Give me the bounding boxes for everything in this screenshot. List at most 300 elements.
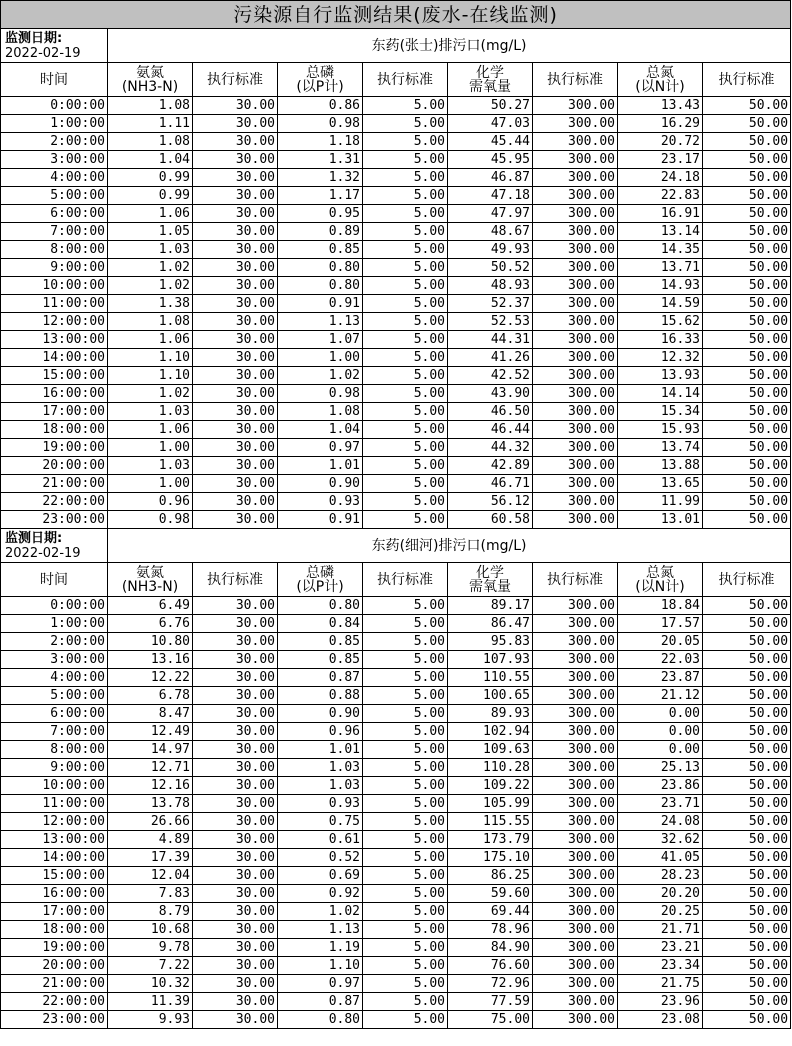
table-row xyxy=(1,511,791,529)
cell-time: 7:00:00 xyxy=(1,223,108,241)
cell-cod-standard: 300.00 xyxy=(533,957,618,975)
cell-ammonia: 8.79 xyxy=(108,903,193,921)
cell-cod: 48.67 xyxy=(448,223,533,241)
cell-time: 18:00:00 xyxy=(1,421,108,439)
cell-cod-standard: 300.00 xyxy=(533,705,618,723)
cell-cod: 42.89 xyxy=(448,457,533,475)
cell-cod: 84.90 xyxy=(448,939,533,957)
cell-cod-standard: 300.00 xyxy=(533,403,618,421)
table-row xyxy=(1,975,791,993)
cell-time: 9:00:00 xyxy=(1,259,108,277)
cell-ammonia-standard: 30.00 xyxy=(193,511,278,529)
cell-time: 3:00:00 xyxy=(1,151,108,169)
cell-phosphorus: 0.80 xyxy=(278,259,363,277)
cell-ammonia-standard: 30.00 xyxy=(193,133,278,151)
cell-phosphorus: 0.93 xyxy=(278,795,363,813)
cell-nitrogen: 23.34 xyxy=(618,957,703,975)
cell-ammonia-standard: 30.00 xyxy=(193,169,278,187)
cell-nitrogen-standard: 50.00 xyxy=(703,867,791,885)
column-header-line1: 化学 xyxy=(476,564,504,581)
cell-phosphorus-standard: 5.00 xyxy=(363,651,448,669)
cell-cod-standard: 300.00 xyxy=(533,615,618,633)
table-row xyxy=(1,993,791,1011)
cell-cod: 46.50 xyxy=(448,403,533,421)
cell-nitrogen: 13.74 xyxy=(618,439,703,457)
table-row xyxy=(1,421,791,439)
cell-nitrogen: 18.84 xyxy=(618,597,703,615)
cell-ammonia-standard: 30.00 xyxy=(193,885,278,903)
cell-cod-standard: 300.00 xyxy=(533,187,618,205)
cell-ammonia-standard: 30.00 xyxy=(193,993,278,1011)
cell-ammonia-standard: 30.00 xyxy=(193,741,278,759)
table-row xyxy=(1,687,791,705)
cell-time: 12:00:00 xyxy=(1,813,108,831)
cell-nitrogen-standard: 50.00 xyxy=(703,133,791,151)
cell-time: 11:00:00 xyxy=(1,295,108,313)
cell-cod: 44.31 xyxy=(448,331,533,349)
cell-nitrogen-standard: 50.00 xyxy=(703,403,791,421)
cell-phosphorus-standard: 5.00 xyxy=(363,813,448,831)
cell-nitrogen: 0.00 xyxy=(618,741,703,759)
cell-time: 5:00:00 xyxy=(1,187,108,205)
cell-time: 0:00:00 xyxy=(1,97,108,115)
column-header-phosphorus-standard xyxy=(363,63,448,97)
cell-nitrogen: 16.91 xyxy=(618,205,703,223)
cell-time: 0:00:00 xyxy=(1,597,108,615)
cell-nitrogen-standard: 50.00 xyxy=(703,831,791,849)
cell-cod: 50.52 xyxy=(448,259,533,277)
cell-cod-standard: 300.00 xyxy=(533,511,618,529)
cell-time: 6:00:00 xyxy=(1,205,108,223)
cell-cod-standard: 300.00 xyxy=(533,241,618,259)
cell-nitrogen-standard: 50.00 xyxy=(703,223,791,241)
cell-ammonia-standard: 30.00 xyxy=(193,475,278,493)
cell-nitrogen-standard: 50.00 xyxy=(703,457,791,475)
cell-ammonia: 0.99 xyxy=(108,169,193,187)
cell-ammonia: 12.22 xyxy=(108,669,193,687)
cell-phosphorus-standard: 5.00 xyxy=(363,741,448,759)
cell-ammonia: 7.22 xyxy=(108,957,193,975)
cell-nitrogen-standard: 50.00 xyxy=(703,439,791,457)
cell-cod-standard: 300.00 xyxy=(533,133,618,151)
cell-ammonia-standard: 30.00 xyxy=(193,921,278,939)
cell-cod: 72.96 xyxy=(448,975,533,993)
column-header-nitrogen-standard xyxy=(703,63,791,97)
column-header-time xyxy=(1,63,108,97)
cell-ammonia-standard: 30.00 xyxy=(193,1011,278,1029)
cell-ammonia-standard: 30.00 xyxy=(193,421,278,439)
cell-phosphorus: 1.07 xyxy=(278,331,363,349)
cell-phosphorus: 0.88 xyxy=(278,687,363,705)
column-header-nitrogen xyxy=(618,63,703,97)
cell-nitrogen-standard: 50.00 xyxy=(703,475,791,493)
column-header-line1: 执行标准 xyxy=(377,71,433,88)
cell-phosphorus-standard: 5.00 xyxy=(363,439,448,457)
cell-phosphorus: 0.86 xyxy=(278,97,363,115)
cell-nitrogen-standard: 50.00 xyxy=(703,993,791,1011)
cell-ammonia-standard: 30.00 xyxy=(193,651,278,669)
cell-ammonia-standard: 30.00 xyxy=(193,759,278,777)
column-header-line1: 执行标准 xyxy=(547,571,603,588)
monitoring-date xyxy=(1,529,108,563)
cell-time: 19:00:00 xyxy=(1,439,108,457)
cell-phosphorus: 0.97 xyxy=(278,439,363,457)
cell-phosphorus: 0.93 xyxy=(278,493,363,511)
cell-cod-standard: 300.00 xyxy=(533,115,618,133)
cell-cod-standard: 300.00 xyxy=(533,723,618,741)
cell-phosphorus-standard: 5.00 xyxy=(363,223,448,241)
table-row xyxy=(1,777,791,795)
table-row xyxy=(1,349,791,367)
cell-nitrogen-standard: 50.00 xyxy=(703,723,791,741)
table-row xyxy=(1,669,791,687)
cell-ammonia: 10.68 xyxy=(108,921,193,939)
cell-nitrogen-standard: 50.00 xyxy=(703,169,791,187)
cell-nitrogen: 15.62 xyxy=(618,313,703,331)
cell-cod-standard: 300.00 xyxy=(533,421,618,439)
column-header-line2: (以P计) xyxy=(296,578,344,595)
cell-ammonia-standard: 30.00 xyxy=(193,331,278,349)
cell-nitrogen: 20.25 xyxy=(618,903,703,921)
cell-cod-standard: 300.00 xyxy=(533,385,618,403)
table-row xyxy=(1,597,791,615)
cell-ammonia-standard: 30.00 xyxy=(193,975,278,993)
cell-time: 13:00:00 xyxy=(1,331,108,349)
cell-ammonia-standard: 30.00 xyxy=(193,349,278,367)
cell-phosphorus: 1.03 xyxy=(278,777,363,795)
cell-time: 3:00:00 xyxy=(1,651,108,669)
cell-time: 5:00:00 xyxy=(1,687,108,705)
cell-time: 15:00:00 xyxy=(1,867,108,885)
cell-ammonia-standard: 30.00 xyxy=(193,831,278,849)
cell-nitrogen: 15.34 xyxy=(618,403,703,421)
cell-phosphorus-standard: 5.00 xyxy=(363,205,448,223)
cell-phosphorus-standard: 5.00 xyxy=(363,669,448,687)
cell-cod-standard: 300.00 xyxy=(533,741,618,759)
cell-phosphorus: 1.32 xyxy=(278,169,363,187)
column-header-nitrogen xyxy=(618,563,703,597)
cell-ammonia: 1.06 xyxy=(108,331,193,349)
cell-nitrogen: 16.33 xyxy=(618,331,703,349)
cell-cod-standard: 300.00 xyxy=(533,903,618,921)
cell-ammonia: 1.38 xyxy=(108,295,193,313)
cell-phosphorus: 1.10 xyxy=(278,957,363,975)
cell-nitrogen: 13.01 xyxy=(618,511,703,529)
cell-cod-standard: 300.00 xyxy=(533,777,618,795)
table-row xyxy=(1,493,791,511)
cell-nitrogen-standard: 50.00 xyxy=(703,957,791,975)
section-header-row xyxy=(1,29,791,63)
column-header-phosphorus xyxy=(278,563,363,597)
cell-phosphorus: 0.91 xyxy=(278,511,363,529)
cell-nitrogen: 24.08 xyxy=(618,813,703,831)
cell-ammonia-standard: 30.00 xyxy=(193,777,278,795)
table-row xyxy=(1,633,791,651)
cell-nitrogen: 24.18 xyxy=(618,169,703,187)
cell-cod-standard: 300.00 xyxy=(533,295,618,313)
cell-ammonia: 12.49 xyxy=(108,723,193,741)
cell-nitrogen-standard: 50.00 xyxy=(703,115,791,133)
cell-nitrogen: 23.21 xyxy=(618,939,703,957)
cell-ammonia-standard: 30.00 xyxy=(193,97,278,115)
cell-ammonia-standard: 30.00 xyxy=(193,223,278,241)
column-header-line1: 执行标准 xyxy=(718,71,775,88)
cell-nitrogen: 12.32 xyxy=(618,349,703,367)
cell-ammonia: 1.11 xyxy=(108,115,193,133)
cell-nitrogen: 14.93 xyxy=(618,277,703,295)
table-row xyxy=(1,475,791,493)
cell-phosphorus: 0.87 xyxy=(278,993,363,1011)
cell-phosphorus: 1.08 xyxy=(278,403,363,421)
column-header-line2: (NH3-N) xyxy=(121,578,179,595)
cell-time: 20:00:00 xyxy=(1,457,108,475)
table-row xyxy=(1,151,791,169)
cell-nitrogen-standard: 50.00 xyxy=(703,597,791,615)
cell-nitrogen: 20.72 xyxy=(618,133,703,151)
cell-cod-standard: 300.00 xyxy=(533,669,618,687)
cell-ammonia-standard: 30.00 xyxy=(193,295,278,313)
cell-ammonia: 9.78 xyxy=(108,939,193,957)
cell-ammonia: 10.32 xyxy=(108,975,193,993)
cell-cod-standard: 300.00 xyxy=(533,331,618,349)
cell-nitrogen-standard: 50.00 xyxy=(703,187,791,205)
cell-nitrogen-standard: 50.00 xyxy=(703,921,791,939)
table-row xyxy=(1,795,791,813)
cell-nitrogen: 23.86 xyxy=(618,777,703,795)
cell-nitrogen: 15.93 xyxy=(618,421,703,439)
cell-phosphorus: 1.13 xyxy=(278,921,363,939)
column-header-row xyxy=(1,563,791,597)
cell-cod-standard: 300.00 xyxy=(533,259,618,277)
column-header-line1: 化学 xyxy=(476,64,504,81)
column-header-line1: 执行标准 xyxy=(207,571,263,588)
cell-ammonia: 1.04 xyxy=(108,151,193,169)
cell-phosphorus-standard: 5.00 xyxy=(363,475,448,493)
cell-nitrogen: 28.23 xyxy=(618,867,703,885)
cell-ammonia: 0.98 xyxy=(108,511,193,529)
date-value: 2022-02-19 xyxy=(5,545,81,561)
cell-phosphorus: 0.85 xyxy=(278,651,363,669)
cell-nitrogen-standard: 50.00 xyxy=(703,975,791,993)
cell-ammonia-standard: 30.00 xyxy=(193,939,278,957)
cell-nitrogen: 20.05 xyxy=(618,633,703,651)
column-header-line2: (以N计) xyxy=(635,578,685,595)
cell-time: 8:00:00 xyxy=(1,241,108,259)
cell-nitrogen: 17.57 xyxy=(618,615,703,633)
table-row xyxy=(1,169,791,187)
cell-ammonia: 1.00 xyxy=(108,439,193,457)
cell-phosphorus-standard: 5.00 xyxy=(363,921,448,939)
cell-ammonia: 26.66 xyxy=(108,813,193,831)
cell-nitrogen: 25.13 xyxy=(618,759,703,777)
table-row xyxy=(1,385,791,403)
cell-phosphorus: 1.18 xyxy=(278,133,363,151)
cell-ammonia-standard: 30.00 xyxy=(193,813,278,831)
date-value: 2022-02-19 xyxy=(5,45,81,61)
cell-nitrogen: 0.00 xyxy=(618,705,703,723)
cell-phosphorus: 0.97 xyxy=(278,975,363,993)
column-header-ammonia xyxy=(108,63,193,97)
cell-nitrogen: 13.43 xyxy=(618,97,703,115)
cell-nitrogen: 13.71 xyxy=(618,259,703,277)
cell-phosphorus: 0.95 xyxy=(278,205,363,223)
cell-cod-standard: 300.00 xyxy=(533,939,618,957)
cell-cod-standard: 300.00 xyxy=(533,439,618,457)
cell-phosphorus: 0.80 xyxy=(278,277,363,295)
cell-cod: 86.25 xyxy=(448,867,533,885)
cell-nitrogen: 22.03 xyxy=(618,651,703,669)
cell-time: 11:00:00 xyxy=(1,795,108,813)
table-row xyxy=(1,759,791,777)
cell-phosphorus-standard: 5.00 xyxy=(363,349,448,367)
column-header-line1: 执行标准 xyxy=(718,571,775,588)
cell-cod: 175.10 xyxy=(448,849,533,867)
table-row xyxy=(1,849,791,867)
table-row xyxy=(1,723,791,741)
cell-phosphorus-standard: 5.00 xyxy=(363,759,448,777)
cell-phosphorus: 1.31 xyxy=(278,151,363,169)
cell-phosphorus-standard: 5.00 xyxy=(363,723,448,741)
cell-ammonia: 1.06 xyxy=(108,205,193,223)
cell-ammonia: 1.10 xyxy=(108,349,193,367)
cell-time: 17:00:00 xyxy=(1,903,108,921)
cell-nitrogen: 20.20 xyxy=(618,885,703,903)
cell-cod: 102.94 xyxy=(448,723,533,741)
cell-cod-standard: 300.00 xyxy=(533,993,618,1011)
cell-time: 8:00:00 xyxy=(1,741,108,759)
column-header-line1: 氨氮 xyxy=(136,64,164,81)
table-row xyxy=(1,259,791,277)
cell-ammonia: 1.02 xyxy=(108,277,193,295)
cell-ammonia: 1.06 xyxy=(108,421,193,439)
table-row xyxy=(1,331,791,349)
cell-phosphorus: 0.61 xyxy=(278,831,363,849)
cell-phosphorus: 0.91 xyxy=(278,295,363,313)
cell-time: 23:00:00 xyxy=(1,1011,108,1029)
cell-nitrogen-standard: 50.00 xyxy=(703,705,791,723)
cell-phosphorus-standard: 5.00 xyxy=(363,957,448,975)
cell-phosphorus-standard: 5.00 xyxy=(363,687,448,705)
cell-cod-standard: 300.00 xyxy=(533,367,618,385)
cell-nitrogen-standard: 50.00 xyxy=(703,349,791,367)
cell-ammonia: 1.08 xyxy=(108,313,193,331)
table-row xyxy=(1,615,791,633)
cell-cod: 115.55 xyxy=(448,813,533,831)
cell-time: 13:00:00 xyxy=(1,831,108,849)
cell-nitrogen-standard: 50.00 xyxy=(703,885,791,903)
cell-ammonia: 1.08 xyxy=(108,97,193,115)
cell-phosphorus: 1.01 xyxy=(278,741,363,759)
cell-phosphorus-standard: 5.00 xyxy=(363,97,448,115)
cell-nitrogen-standard: 50.00 xyxy=(703,97,791,115)
cell-cod: 77.59 xyxy=(448,993,533,1011)
cell-ammonia: 1.03 xyxy=(108,457,193,475)
cell-nitrogen-standard: 50.00 xyxy=(703,741,791,759)
cell-time: 6:00:00 xyxy=(1,705,108,723)
table-row xyxy=(1,223,791,241)
cell-nitrogen-standard: 50.00 xyxy=(703,277,791,295)
cell-nitrogen: 22.83 xyxy=(618,187,703,205)
cell-nitrogen-standard: 50.00 xyxy=(703,669,791,687)
monitoring-date xyxy=(1,29,108,63)
cell-ammonia: 8.47 xyxy=(108,705,193,723)
column-header-cod-standard xyxy=(533,563,618,597)
cell-nitrogen-standard: 50.00 xyxy=(703,151,791,169)
cell-phosphorus: 0.87 xyxy=(278,669,363,687)
cell-nitrogen: 16.29 xyxy=(618,115,703,133)
cell-phosphorus-standard: 5.00 xyxy=(363,313,448,331)
cell-nitrogen: 13.14 xyxy=(618,223,703,241)
column-header-line1: 时间 xyxy=(40,571,68,588)
column-header-line2: (以N计) xyxy=(635,78,685,95)
cell-cod-standard: 300.00 xyxy=(533,633,618,651)
table-row xyxy=(1,97,791,115)
cell-cod: 47.18 xyxy=(448,187,533,205)
cell-cod: 76.60 xyxy=(448,957,533,975)
cell-phosphorus: 0.89 xyxy=(278,223,363,241)
table-row xyxy=(1,813,791,831)
cell-ammonia: 1.02 xyxy=(108,385,193,403)
cell-nitrogen: 23.71 xyxy=(618,795,703,813)
cell-time: 23:00:00 xyxy=(1,511,108,529)
cell-ammonia-standard: 30.00 xyxy=(193,115,278,133)
column-header-time xyxy=(1,563,108,597)
cell-nitrogen: 23.87 xyxy=(618,669,703,687)
cell-phosphorus-standard: 5.00 xyxy=(363,993,448,1011)
cell-ammonia: 17.39 xyxy=(108,849,193,867)
cell-ammonia: 13.78 xyxy=(108,795,193,813)
cell-nitrogen: 14.14 xyxy=(618,385,703,403)
cell-nitrogen-standard: 50.00 xyxy=(703,241,791,259)
cell-ammonia: 1.05 xyxy=(108,223,193,241)
table-row xyxy=(1,957,791,975)
cell-phosphorus-standard: 5.00 xyxy=(363,777,448,795)
cell-phosphorus-standard: 5.00 xyxy=(363,169,448,187)
cell-phosphorus: 0.96 xyxy=(278,723,363,741)
cell-cod-standard: 300.00 xyxy=(533,1011,618,1029)
cell-cod-standard: 300.00 xyxy=(533,813,618,831)
cell-time: 16:00:00 xyxy=(1,385,108,403)
date-label: 监测日期: xyxy=(5,30,63,46)
cell-nitrogen-standard: 50.00 xyxy=(703,651,791,669)
cell-phosphorus-standard: 5.00 xyxy=(363,705,448,723)
cell-cod: 50.27 xyxy=(448,97,533,115)
cell-nitrogen-standard: 50.00 xyxy=(703,331,791,349)
cell-cod-standard: 300.00 xyxy=(533,975,618,993)
table-row xyxy=(1,187,791,205)
cell-time: 16:00:00 xyxy=(1,885,108,903)
cell-ammonia: 1.03 xyxy=(108,403,193,421)
cell-cod-standard: 300.00 xyxy=(533,169,618,187)
cell-time: 1:00:00 xyxy=(1,115,108,133)
cell-nitrogen-standard: 50.00 xyxy=(703,1011,791,1029)
cell-nitrogen: 11.99 xyxy=(618,493,703,511)
cell-cod: 110.55 xyxy=(448,669,533,687)
cell-nitrogen: 41.05 xyxy=(618,849,703,867)
cell-cod-standard: 300.00 xyxy=(533,277,618,295)
cell-ammonia: 9.93 xyxy=(108,1011,193,1029)
table-row xyxy=(1,115,791,133)
column-header-line2: (NH3-N) xyxy=(121,78,179,95)
cell-phosphorus-standard: 5.00 xyxy=(363,511,448,529)
cell-ammonia-standard: 30.00 xyxy=(193,957,278,975)
cell-phosphorus-standard: 5.00 xyxy=(363,633,448,651)
column-header-line1: 总氮 xyxy=(646,64,674,81)
table-row xyxy=(1,939,791,957)
cell-cod-standard: 300.00 xyxy=(533,313,618,331)
cell-nitrogen-standard: 50.00 xyxy=(703,615,791,633)
cell-cod: 86.47 xyxy=(448,615,533,633)
